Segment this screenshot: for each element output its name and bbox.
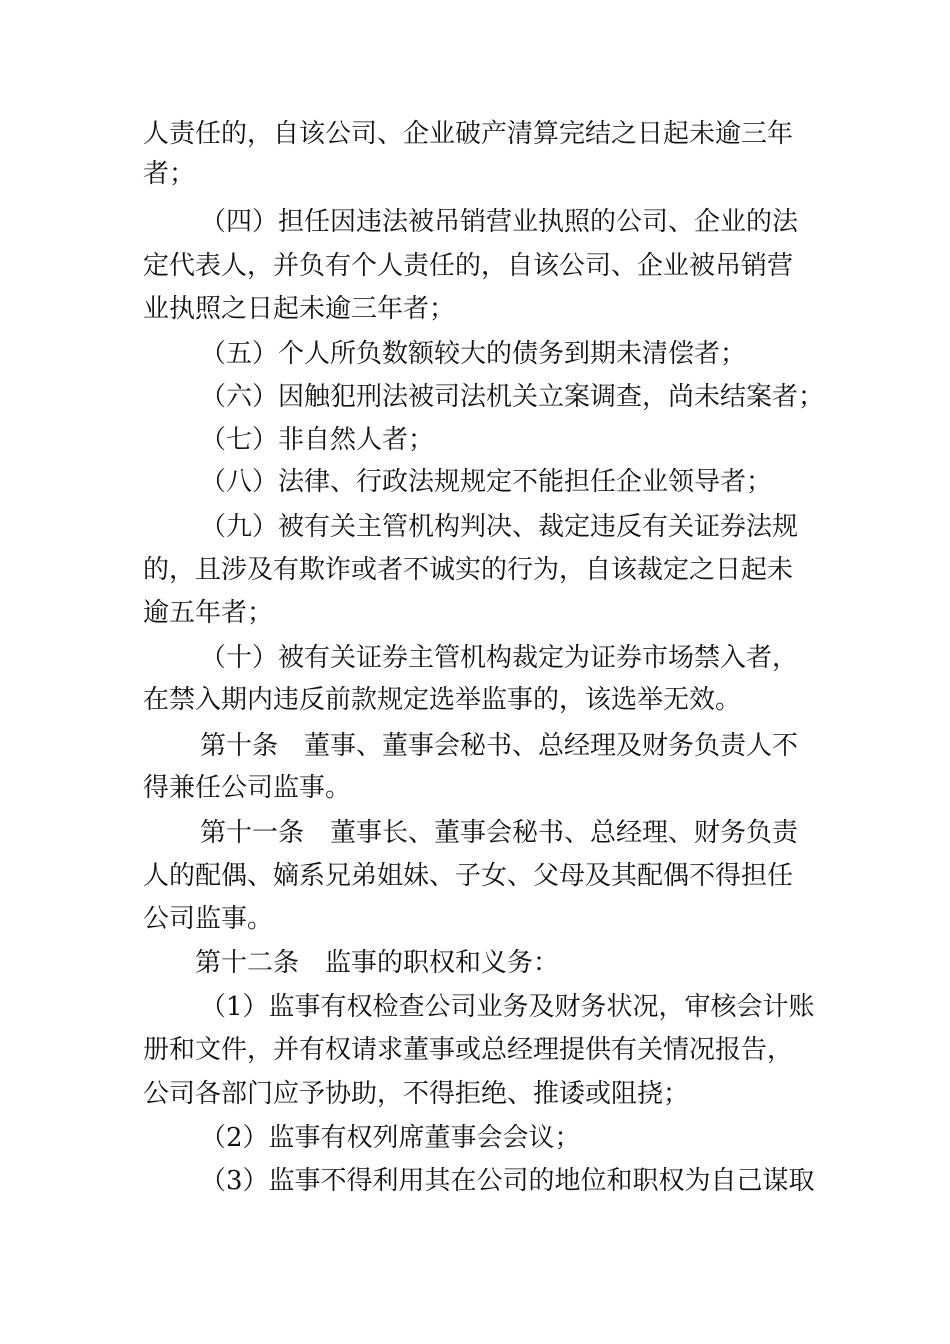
text-line: （2）监事有权列席董事会会议；: [200, 1123, 581, 1153]
text-line: 公司监事。: [143, 904, 274, 934]
text-line: 业执照之日起未逾三年者；: [143, 294, 456, 324]
text-line: 得兼任公司监事。: [143, 773, 352, 803]
text-line: （九）被有关主管机构判决、裁定违反有关证券法规: [200, 512, 799, 542]
text-line: （七）非自然人者；: [200, 425, 435, 455]
text-line: 人责任的，自该公司、企业破产清算完结之日起未逾三年: [143, 119, 794, 149]
text-line: 逾五年者；: [143, 598, 274, 628]
text-line: （四）担任因违法被吊销营业执照的公司、企业的法: [200, 207, 799, 237]
text-line: 的，且涉及有欺诈或者不诚实的行为，自该裁定之日起未: [143, 555, 794, 585]
text-line: 第十二条 监事的职权和义务：: [195, 948, 560, 978]
text-line: （十）被有关证券主管机构裁定为证券市场禁入者，: [200, 643, 799, 673]
text-line: 定代表人，并负有个人责任的，自该公司、企业被吊销营: [143, 251, 794, 281]
text-line: 公司各部门应予协助，不得拒绝、推诿或阻挠；: [143, 1079, 690, 1109]
text-line: （3）监事不得利用其在公司的地位和职权为自己谋取: [200, 1166, 815, 1196]
text-line: 第十条 董事、董事会秘书、总经理及财务负责人不: [200, 731, 799, 761]
text-line: （六）因触犯刑法被司法机关立案调查，尚未结案者；: [200, 382, 825, 412]
text-line: 第十一条 董事长、董事会秘书、总经理、财务负责: [200, 818, 799, 848]
text-line: 在禁入期内违反前款规定选举监事的，该选举无效。: [143, 685, 742, 715]
text-line: （五）个人所负数额较大的债务到期未清偿者；: [200, 339, 747, 369]
text-line: （八）法律、行政法规规定不能担任企业领导者；: [200, 467, 773, 497]
text-line: 者；: [143, 159, 196, 189]
text-line: 册和文件，并有权请求董事或总经理提供有关情况报告，: [143, 1035, 794, 1065]
text-line: 人的配偶、嫡系兄弟姐妹、子女、父母及其配偶不得担任: [143, 861, 794, 891]
text-line: （1）监事有权检查公司业务及财务状况，审核会计账: [200, 992, 815, 1022]
